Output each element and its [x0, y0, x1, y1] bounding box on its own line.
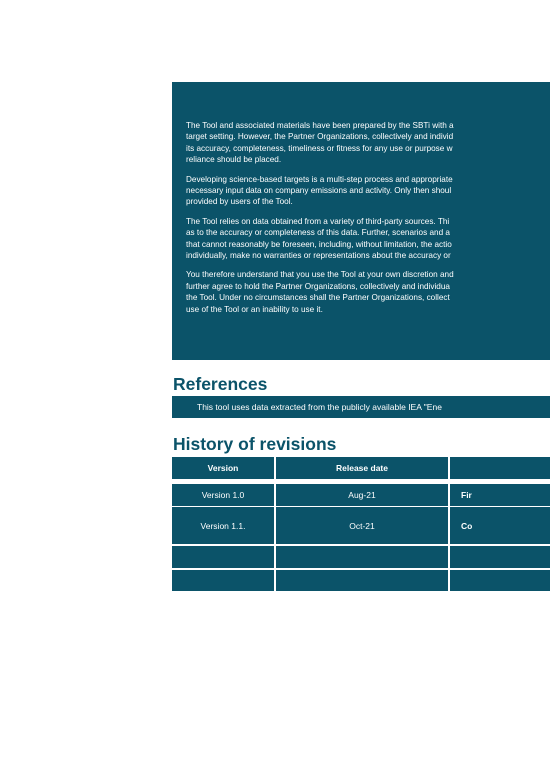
column-header-release-date: Release date [276, 457, 448, 479]
release-date-cell: Oct-21 [276, 507, 448, 544]
disclaimer-line: provided by users of the Tool. [186, 197, 293, 207]
disclaimer-line: further agree to hold the Partner Organizations, collectively and individua [186, 281, 450, 291]
history-heading: History of revisions [173, 434, 337, 454]
version-cell [172, 570, 274, 591]
version-cell [172, 546, 274, 568]
column-header-version: Version [172, 457, 274, 479]
references-bar [172, 396, 550, 418]
disclaimer-line: target setting. However, the Partner Organizations, collectively and individ [186, 132, 454, 142]
release-date-cell [276, 546, 448, 568]
version-cell: Version 1.0 [172, 484, 274, 506]
disclaimer-line: the Tool. Under no circumstances shall the Partner Organizations, collect [186, 293, 450, 303]
release-date-cell: Aug-21 [276, 484, 448, 506]
description-cell [450, 546, 550, 568]
disclaimer-paragraph-2 [186, 174, 550, 208]
disclaimer-line: You therefore understand that you use the Tool at your own discretion and [186, 270, 454, 280]
table-row [172, 507, 550, 544]
disclaimer-paragraph-1 [186, 120, 550, 166]
table-header-row [172, 457, 550, 479]
disclaimer-line: as to the accuracy or completeness of this data. Further, scenarios and a [186, 228, 450, 238]
references-text: This tool uses data extracted from the publicly available IEA "Ene [197, 402, 442, 412]
disclaimer-box [172, 82, 550, 360]
disclaimer-line: The Tool and associated materials have been prepared by the SBTi with a [186, 121, 454, 130]
table-row [172, 546, 550, 568]
column-header-description [450, 457, 550, 479]
description-cell: Fir [450, 484, 550, 506]
disclaimer-line: its accuracy, completeness, timeliness or fitness for any use or purpose w [186, 143, 453, 153]
disclaimer-line: Developing science-based targets is a multi-step process and appropriate [186, 174, 453, 184]
disclaimer-paragraph-3 [186, 216, 550, 262]
disclaimer-line: use of the Tool or an inability to use it. [186, 304, 323, 314]
disclaimer-line: necessary input data on company emissions and activity. Only then shoul [186, 186, 452, 196]
revision-table [172, 457, 550, 591]
table-row [172, 484, 550, 506]
version-cell: Version 1.1. [172, 507, 274, 544]
references-heading: References [173, 374, 268, 394]
disclaimer-line: reliance should be placed. [186, 155, 282, 165]
description-cell: Co [450, 507, 550, 544]
disclaimer-line: The Tool relies on data obtained from a variety of third-party sources. Thi [186, 216, 450, 226]
disclaimer-paragraph-4 [186, 269, 550, 315]
release-date-cell [276, 570, 448, 591]
disclaimer-line: individually, make no warranties or representations about the accuracy or [186, 251, 451, 261]
table-row [172, 570, 550, 591]
description-cell [450, 570, 550, 591]
disclaimer-line: that cannot reasonably be foreseen, including, without limitation, the actio [186, 239, 452, 249]
